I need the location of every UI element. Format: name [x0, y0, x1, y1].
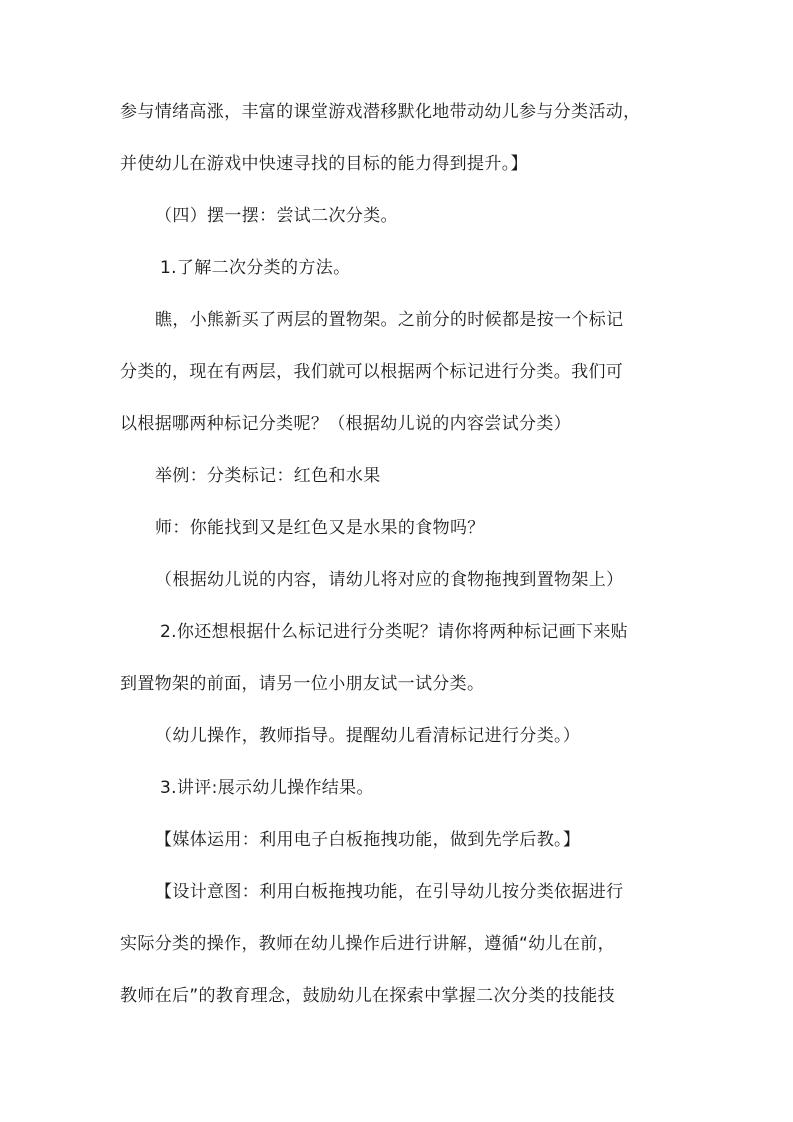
- section-heading: （四）摆一摆：尝试二次分类。: [155, 206, 398, 226]
- paragraph-line: 分类的，现在有两层，我们就可以根据两个标记进行分类。我们可: [120, 362, 624, 382]
- step-heading: 1.了解二次分类的方法。: [160, 258, 351, 278]
- paragraph-line: 瞧，小熊新买了两层的置物架。之前分的时候都是按一个标记: [155, 310, 624, 330]
- paragraph-line: 到置物架的前面，请另一位小朋友试一试分类。: [120, 674, 485, 694]
- paragraph-line: 师：你能找到又是红色又是水果的食物吗？: [155, 518, 485, 538]
- paragraph-line: （根据幼儿说的内容，请幼儿将对应的食物拖拽到置物架上）: [155, 570, 624, 590]
- design-intent-line: 实际分类的操作，教师在幼儿操作后进行讲解，遵循“幼儿在前，: [120, 934, 615, 954]
- paragraph-line: （幼儿操作，教师指导。提醒幼儿看清标记进行分类。）: [155, 726, 581, 746]
- design-intent-line: 教师在后”的教育理念，鼓励幼儿在探索中掌握二次分类的技能技: [120, 986, 615, 1006]
- paragraph-line: 参与情绪高涨，丰富的课堂游戏潜移默化地带动幼儿参与分类活动，: [120, 102, 641, 122]
- paragraph-line: 举例：分类标记：红色和水果: [155, 466, 381, 486]
- paragraph-line: 以根据哪两种标记分类呢？（根据幼儿说的内容尝试分类）: [120, 414, 572, 434]
- design-intent-line: 【设计意图：利用白板拖拽功能，在引导幼儿按分类依据进行: [155, 882, 624, 902]
- step-heading: 2.你还想根据什么标记进行分类呢？请你将两种标记画下来贴: [160, 622, 629, 642]
- paragraph-line: 并使幼儿在游戏中快速寻找的目标的能力得到提升。】: [120, 154, 528, 174]
- media-note: 【媒体运用：利用电子白板拖拽功能，做到先学后教。】: [155, 830, 581, 850]
- step-heading: 3.讲评:展示幼儿操作结果。: [160, 778, 374, 798]
